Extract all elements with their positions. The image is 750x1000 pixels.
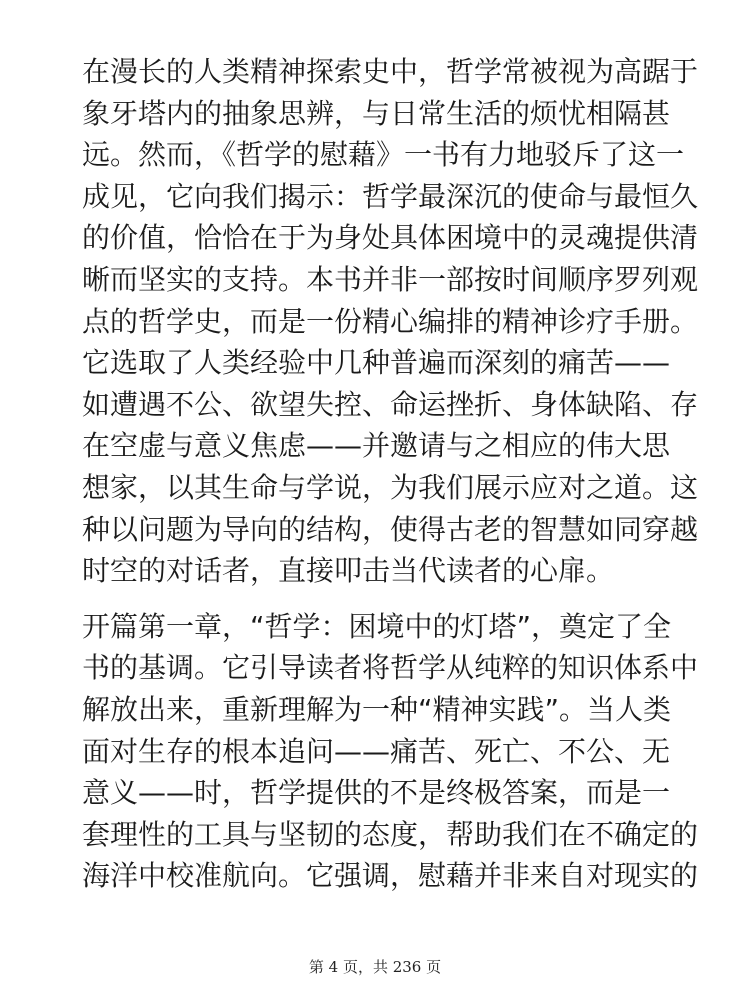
- paragraph-2: [82, 606, 699, 897]
- text-line: 面对生存的根本追问——痛苦、死亡、不公、无: [82, 734, 671, 768]
- text-line: 它选取了人类经验中几种普遍而深刻的痛苦——: [82, 346, 671, 380]
- text-line: 点的哲学史，而是一份精心编排的精神诊疗手册。: [82, 304, 699, 338]
- text-line: 书的基调。它引导读者将哲学从纯粹的知识体系中: [82, 651, 699, 685]
- text-line: 的价值，恰恰在于为身处具体困境中的灵魂提供清: [82, 221, 699, 255]
- text-line: 意义——时，哲学提供的不是终极答案，而是一: [82, 776, 671, 810]
- text-line: 在空虚与意义焦虑——并邀请与之相应的伟大思: [82, 429, 671, 463]
- text-line: 种以问题为导向的结构，使得古老的智慧如同穿越: [82, 512, 699, 546]
- text-line: 想家，以其生命与学说，为我们展示应对之道。这: [82, 470, 699, 504]
- text-line: 时空的对话者，直接叩击当代读者的心扉。: [82, 554, 615, 588]
- page-number-footer: 第 4 页，共 236 页: [308, 958, 442, 976]
- body-text: [82, 51, 699, 897]
- text-line: 如遭遇不公、欲望失控、命运挫折、身体缺陷、存: [82, 387, 699, 421]
- text-line: 开篇第一章，“哲学：困境中的灯塔”，奠定了全: [82, 609, 672, 643]
- text-line: 套理性的工具与坚韧的态度，帮助我们在不确定的: [82, 817, 699, 851]
- text-line: 海洋中校准航向。它强调，慰藉并非来自对现实的: [82, 859, 699, 893]
- text-line: 解放出来，重新理解为一种“精神实践”。当人类: [82, 692, 672, 726]
- paragraph-1: [82, 51, 699, 592]
- text-line: 成见，它向我们揭示：哲学最深沉的使命与最恒久: [82, 179, 699, 213]
- text-line: 在漫长的人类精神探索史中，哲学常被视为高踞于: [82, 55, 699, 88]
- text-line: 象牙塔内的抽象思辨，与日常生活的烦忧相隔甚: [82, 96, 671, 130]
- text-line: 远。然而，《哲学的慰藉》一书有力地驳斥了这一: [82, 138, 685, 172]
- text-line: 晰而坚实的支持。本书并非一部按时间顺序罗列观: [82, 262, 699, 296]
